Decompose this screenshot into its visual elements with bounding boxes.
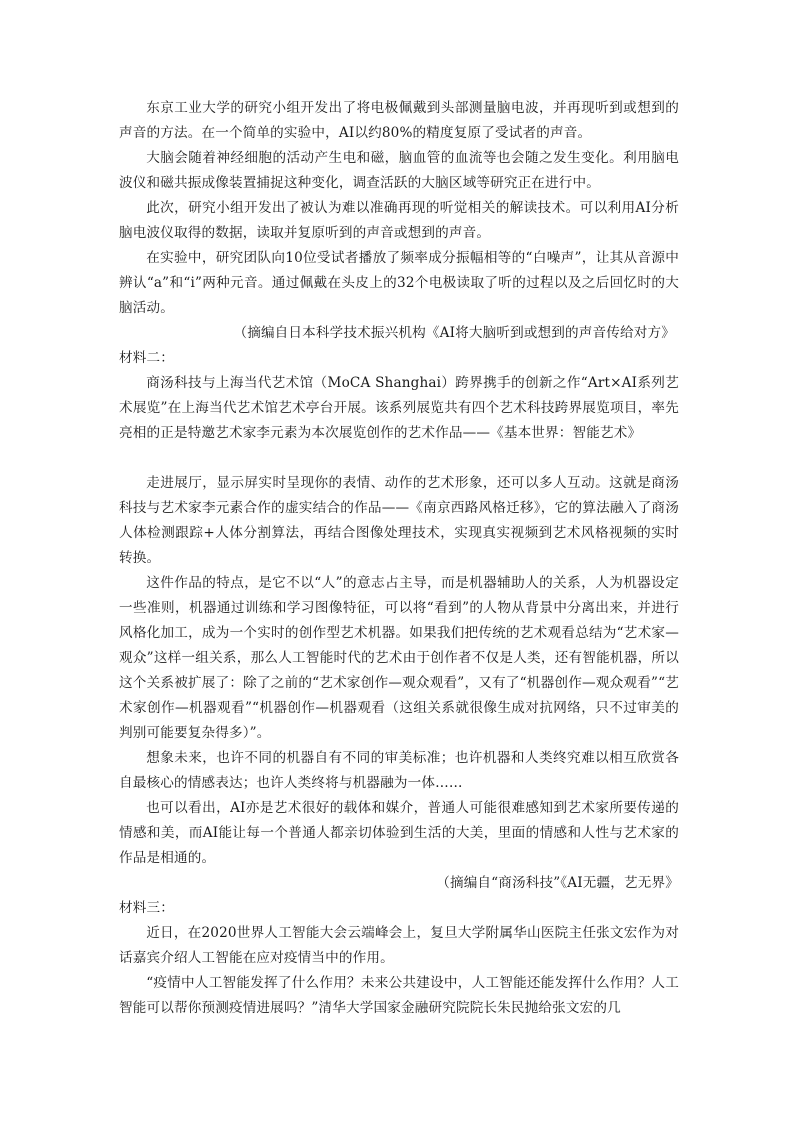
- paragraph: 这件作品的特点，是它不以“人”的意志占主导，而是机器辅助人的关系，人为机器设定一些准则，机器通过训练和学习图像特征，可以将“看到”的人物从背景中分离出来，并进行风格化加工，成为一个实时的创作型艺术机器。如果我们把传统的艺术观看总结为“艺术家—观众”这样一组关系，那么人工智能时代的艺术由于创作者不仅是人类，还有智能机器，所以这个关系被扩展了：除了之前的“艺术家创作—观众观看”，又有了“机器创作—观众观看”“艺术家创作—机器观看”“机器创作—机器观看（这组关系就很像生成对抗网络，只不过审美的判别可能要复杂得多）”。: [119, 575, 679, 741]
- paragraph: 在实验中，研究团队向10位受试者播放了频率成分振幅相等的“白噪声”，让其从音源中辨认“a”和“i”两种元音。通过佩戴在头皮上的32个电极读取了听的过程以及之后回忆时的大脑活动。: [119, 250, 679, 316]
- paragraph: 近日，在2020世界人工智能大会云端峰会上，复旦大学附属华山医院主任张文宏作为对话嘉宾介绍人工智能在应对疫情当中的作用。: [119, 925, 679, 966]
- paragraph: 也可以看出，AI亦是艺术很好的载体和媒介，普通人可能很难感知到艺术家所要传递的情感和美，而AI能让每一个普通人都亲切体验到生活的大美，里面的情感和人性与艺术家的作品是相通的。: [119, 800, 679, 866]
- paragraph: 想象未来，也许不同的机器自有不同的审美标准；也许机器和人类终究难以相互欣赏各自最核心的情感表达；也许人类终将与机器融为一体……: [119, 750, 679, 791]
- material-two: [119, 346, 679, 896]
- paragraph: 东京工业大学的研究小组开发出了将电极佩戴到头部测量脑电波，并再现听到或想到的声音的方法。在一个简单的实验中，AI以约80%的精度复原了受试者的声音。: [119, 100, 679, 141]
- source-citation: （摘编自“商汤科技”《AI无疆，艺无界》: [436, 875, 679, 891]
- blank-line: [119, 446, 679, 471]
- source-citation: （摘编自日本科学技术振兴机构《AI将大脑听到或想到的声音传给对方》: [233, 325, 675, 341]
- material-one: [119, 96, 679, 346]
- paragraph: 走进展厅，显示屏实时呈现你的表情、动作的艺术形象，还可以多人互动。这就是商汤科技与艺术家李元素合作的虚实结合的作品——《南京西路风格迁移》，它的算法融入了商汤人体检测跟踪+人体分割算法，再结合图像处理技术，实现真实视频到艺术风格视频的实时转换。: [119, 475, 679, 566]
- section-heading: 材料二：: [119, 350, 174, 366]
- paragraph: 此次，研究小组开发出了被认为难以准确再现的听觉相关的解读技术。可以利用AI分析脑电波仪取得的数据，读取并复原听到的声音或想到的声音。: [119, 200, 679, 241]
- paragraph: “疫情中人工智能发挥了什么作用？未来公共建设中，人工智能还能发挥什么作用？人工智能可以帮你预测疫情进展吗？”清华大学国家金融研究院院长朱民抛给张文宏的几: [119, 975, 679, 1016]
- paragraph: 商汤科技与上海当代艺术馆（MoCA Shanghai）跨界携手的创新之作“Art×AI系列艺术展览”在上海当代艺术馆艺术亭台开展。该系列展览共有四个艺术科技跨界展览项目，率先亮相的正是特邀艺术家李元素为本次展览创作的艺术作品——《基本世界：智能艺术》: [119, 375, 679, 441]
- document-body: [119, 96, 679, 1021]
- material-three: [119, 896, 679, 1021]
- paragraph: 大脑会随着神经细胞的活动产生电和磁，脑血管的血流等也会随之发生变化。利用脑电波仪和磁共振成像装置捕捉这种变化，调查活跃的大脑区域等研究正在进行中。: [119, 150, 679, 191]
- section-heading: 材料三：: [119, 900, 174, 916]
